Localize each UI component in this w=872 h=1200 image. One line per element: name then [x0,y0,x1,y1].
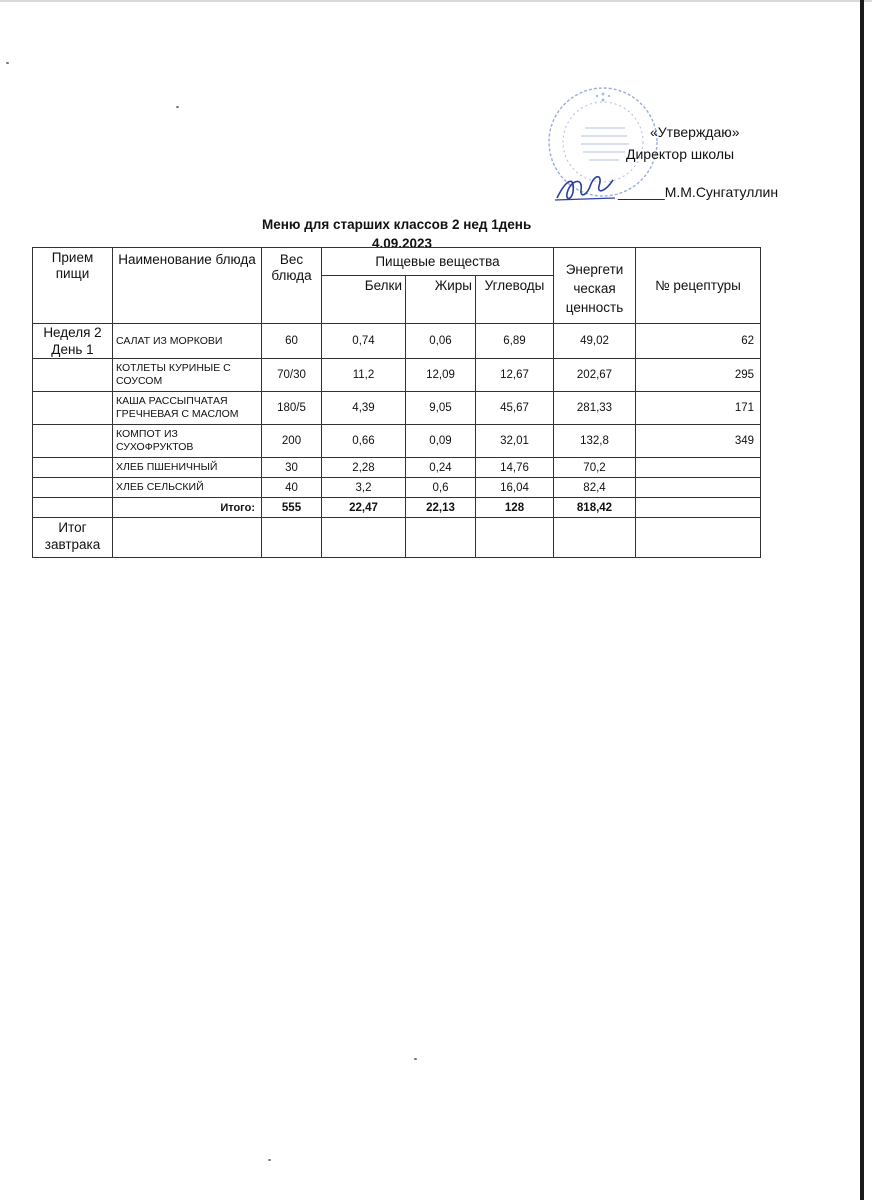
dish-weight: 30 [262,458,322,478]
total-label: Итого: [113,498,262,518]
dish-energy: 49,02 [554,324,636,359]
scan-speck [268,1159,271,1161]
scan-speck [176,106,179,108]
table-row [33,359,761,392]
dish-fat: 0,24 [406,458,476,478]
header-carbs: Углеводы [476,276,554,324]
dish-carbs: 12,67 [476,359,554,392]
dish-fat: 0,6 [406,478,476,498]
scan-right-edge [860,0,864,1200]
dish-weight: 40 [262,478,322,498]
header-fat: Жиры [406,276,476,324]
meal-cell-empty [33,478,113,498]
scan-top-edge [0,0,872,2]
dish-fat: 0,09 [406,425,476,458]
footer-cell-empty [476,518,554,558]
footer-cell-empty [406,518,476,558]
dish-fat: 9,05 [406,392,476,425]
dish-recipe: 62 [636,324,761,359]
meal-cell-empty [33,392,113,425]
header-dish: Наименование блюда [113,248,262,324]
meal-cell-empty [33,458,113,478]
table-row [33,458,761,478]
dish-energy: 82,4 [554,478,636,498]
approval-name: ______М.М.Сунгатуллин [618,184,779,200]
table-row [33,392,761,425]
approval-heading: «Утверждаю» [650,124,740,140]
dish-carbs: 32,01 [476,425,554,458]
dish-name: КАША РАССЫПЧАТАЯ ГРЕЧНЕВАЯ С МАСЛОМ [113,392,262,425]
header-meal: Прием пищи [33,248,113,324]
dish-carbs: 14,76 [476,458,554,478]
total-carbs: 128 [476,498,554,518]
header-nutrients: Пищевые вещества [322,248,554,276]
total-energy: 818,42 [554,498,636,518]
dish-recipe [636,458,761,478]
dish-protein: 0,66 [322,425,406,458]
total-weight: 555 [262,498,322,518]
approval-position: Директор школы [626,146,735,162]
dish-recipe [636,478,761,498]
dish-carbs: 16,04 [476,478,554,498]
dish-name: ХЛЕБ СЕЛЬСКИЙ [113,478,262,498]
scan-speck [414,1058,417,1060]
header-protein: Белки [322,276,406,324]
dish-recipe: 349 [636,425,761,458]
meal-cell-empty [33,359,113,392]
dish-weight: 60 [262,324,322,359]
dish-fat: 12,09 [406,359,476,392]
total-protein: 22,47 [322,498,406,518]
table-row [33,478,761,498]
dish-name: КОТЛЕТЫ КУРИНЫЕ С СОУСОМ [113,359,262,392]
dish-protein: 2,28 [322,458,406,478]
footer-cell-empty [322,518,406,558]
dish-protein: 3,2 [322,478,406,498]
menu-table [32,247,761,558]
dish-weight: 70/30 [262,359,322,392]
scan-speck [6,62,9,64]
dish-energy: 281,33 [554,392,636,425]
meal-cell-empty [33,425,113,458]
footer-cell-empty [636,518,761,558]
document-title [262,217,602,251]
total-row [33,498,761,518]
header-recipe: № рецептуры [636,248,761,324]
breakfast-total-label: Итог завтрака [33,518,113,558]
dish-protein: 11,2 [322,359,406,392]
title-main: Меню для старших классов 2 нед 1день [262,217,532,232]
footer-cell-empty [262,518,322,558]
dish-energy: 132,8 [554,425,636,458]
dish-name: САЛАТ ИЗ МОРКОВИ [113,324,262,359]
meal-cell-empty [33,498,113,518]
table-row [33,425,761,458]
dish-name: ХЛЕБ ПШЕНИЧНЫЙ [113,458,262,478]
dish-recipe: 171 [636,392,761,425]
total-fat: 22,13 [406,498,476,518]
footer-cell-empty [113,518,262,558]
footer-row [33,518,761,558]
dish-carbs: 45,67 [476,392,554,425]
title-date: 4.09.2023 [372,236,433,251]
dish-carbs: 6,89 [476,324,554,359]
director-name: М.М.Сунгатуллин [664,184,779,200]
dish-weight: 180/5 [262,392,322,425]
total-recipe-empty [636,498,761,518]
table-row [33,324,761,359]
header-energy: Энергети ческая ценность [554,248,636,324]
header-weight: Вес блюда [262,248,322,324]
header-row [33,248,761,276]
dish-name: КОМПОТ ИЗ СУХОФРУКТОВ [113,425,262,458]
dish-energy: 70,2 [554,458,636,478]
footer-cell-empty [554,518,636,558]
dish-recipe: 295 [636,359,761,392]
director-signature [553,168,623,208]
dish-protein: 0,74 [322,324,406,359]
dish-weight: 200 [262,425,322,458]
dish-energy: 202,67 [554,359,636,392]
dish-protein: 4,39 [322,392,406,425]
meal-label: Неделя 2 День 1 [33,324,113,359]
dish-fat: 0,06 [406,324,476,359]
